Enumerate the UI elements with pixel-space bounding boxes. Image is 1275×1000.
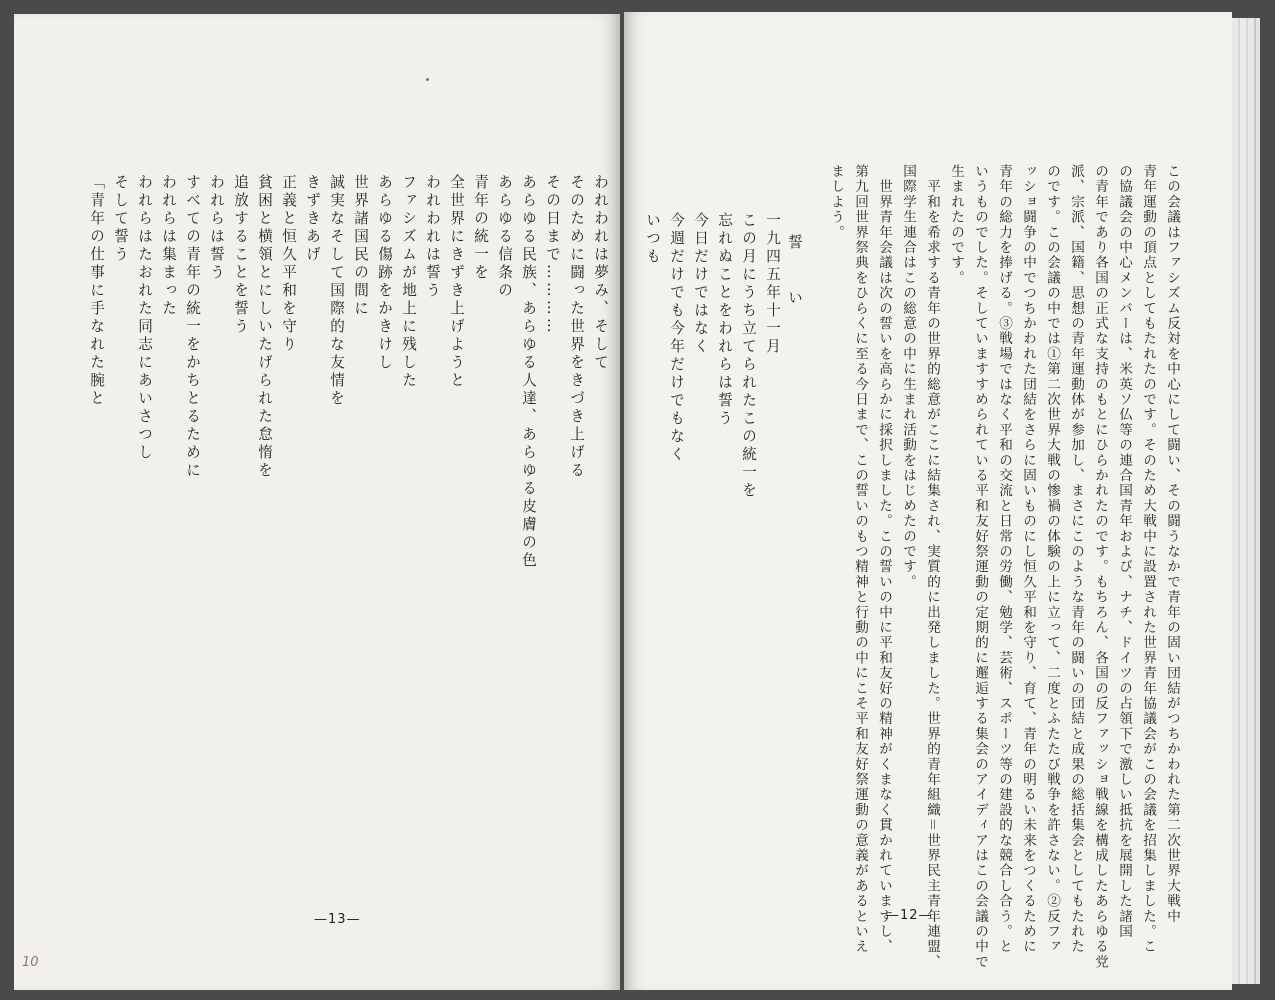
poem-line: 「青年の仕事に手なれた腕と [88,174,105,408]
poem-line: 貧困と横領とにしいたげられた怠惰を [256,174,273,480]
left-page [14,14,620,990]
poem-line: われらはたおれた同志にあいさつし [136,174,153,462]
print-speck [426,78,429,81]
poem-line: 青年の統一を [472,174,489,282]
text-line: の青年であり各国の正式な支持のもとにひらかれたのです。もちろん、各国の反ファッショ戦線を構成したあらゆる党 [1092,164,1108,970]
text-line: 国際学生連合はこの総意の中に生まれ活動をはじめたのです。 [900,164,916,590]
poem-line: われわれは夢み、そして [592,174,609,372]
oath-poem [634,212,784,632]
text-line: の協議会の中心メンバーは、米英ソ仏等の連合国青年および、ナチ、ドイツの占領下で激しい抵抗を展開した諸国 [1116,164,1132,940]
page-number: —13— [314,912,361,927]
poem-line: 世界諸国民の間に [352,174,369,318]
poem-line: あらゆる傷跡をかきけし [376,174,393,372]
poem-line: いつも [644,212,661,266]
text-line: ッショ闘争の中でつちかわれた団結をさらに固いものにし恒久平和を守り、育て、青年の明るい未来をつくるために [1020,164,1036,955]
page-number: —12— [886,908,933,923]
poem-line: すべての青年の統一をかちとるために [184,174,201,480]
poem-line: われらは誓う [208,174,225,282]
poem-line: われらは集まった [160,174,177,318]
poem-line: 忘れぬことをわれらは誓う [716,212,733,428]
poem-line: あらゆる民族、あらゆる人達、あらゆる皮膚の色 [520,174,537,570]
text-line: 派、宗派、国籍、思想の青年運動体が参加し、まさにこのような青年の闘いの団結と成果の総括集会としてもたれた [1068,164,1084,955]
text-line: この会議はファシズム反対を中心にして闘い、その闘うなかで青年の固い団結がつちかわれた第二次世界大戦中 [1164,164,1180,924]
page-edges [1232,18,1260,984]
pencil-mark: 10 [22,955,39,970]
text-line: 世界青年会議は次の誓いを高らかに採択しました。この誓いの中に平和友好の精神がくまなく貫かれていますし、 [876,164,892,955]
poem-line: 今日だけではなく [692,212,709,356]
text-line: 平和を希求する青年の世界的総意がここに結集され、実質的に出発しました。世界的青年組織＝世界民主青年連盟、 [924,164,940,970]
text-line: 青年運動の頂点としてもたれたのです。そのため大戦中に設置された世界青年協議会がこの会議を招集しました。こ [1140,164,1156,955]
oath-title: 誓 い [786,234,803,309]
poem-line: そして誓う [112,174,129,264]
text-line: 生まれたのです。 [948,164,964,286]
poem-line: あらゆる信条の [496,174,513,300]
text-line: 第九回世界祭典をひらくに至る今日まで、この誓いのもつ精神と行動の中にこそ平和友好祭運動の意義があるといえ [852,164,868,955]
text-line: のです。この会議の中では①第二次世界大戦の惨禍の体験の上に立って、二度とふたたび戦争を許さない。②反ファ [1044,164,1060,955]
poem-line: その日まで………… [544,174,561,336]
poem-line: 今週だけでも今年だけでもなく [668,212,685,464]
poem-line: ファシズムが地上に残した [400,174,417,390]
poem-line: 誠実なそして国際的な友情を [328,174,345,408]
poem-line: この月にうち立てられたこの統一を [740,212,757,500]
poem-line: 正義と恒久平和を守り [280,174,297,354]
text-line: いうものでした。そしていますすめられている平和友好祭運動の定期的に邂逅する集会のアイディアはこの会議の中で [972,164,988,970]
poem-line: 追放することを誓う [232,174,249,336]
right-page [624,12,1232,990]
poem-line: そのために闘った世界をきづき上げる [568,174,585,480]
oath-poem-continued [72,174,612,694]
text-line: 青年の総力を捧げる。③戦場ではなく平和の交流と日常の労働、勉学、芸術、スポーツ等の建設的な競合し合う。と [996,164,1012,955]
poem-line: きずきあげ [304,174,321,264]
poem-line: 全世界にきずき上げようと [448,174,465,390]
poem-line: 一九四五年十一月 [764,212,781,356]
text-line: ましよう。 [828,164,844,240]
poem-line: われわれは誓う [424,174,441,300]
